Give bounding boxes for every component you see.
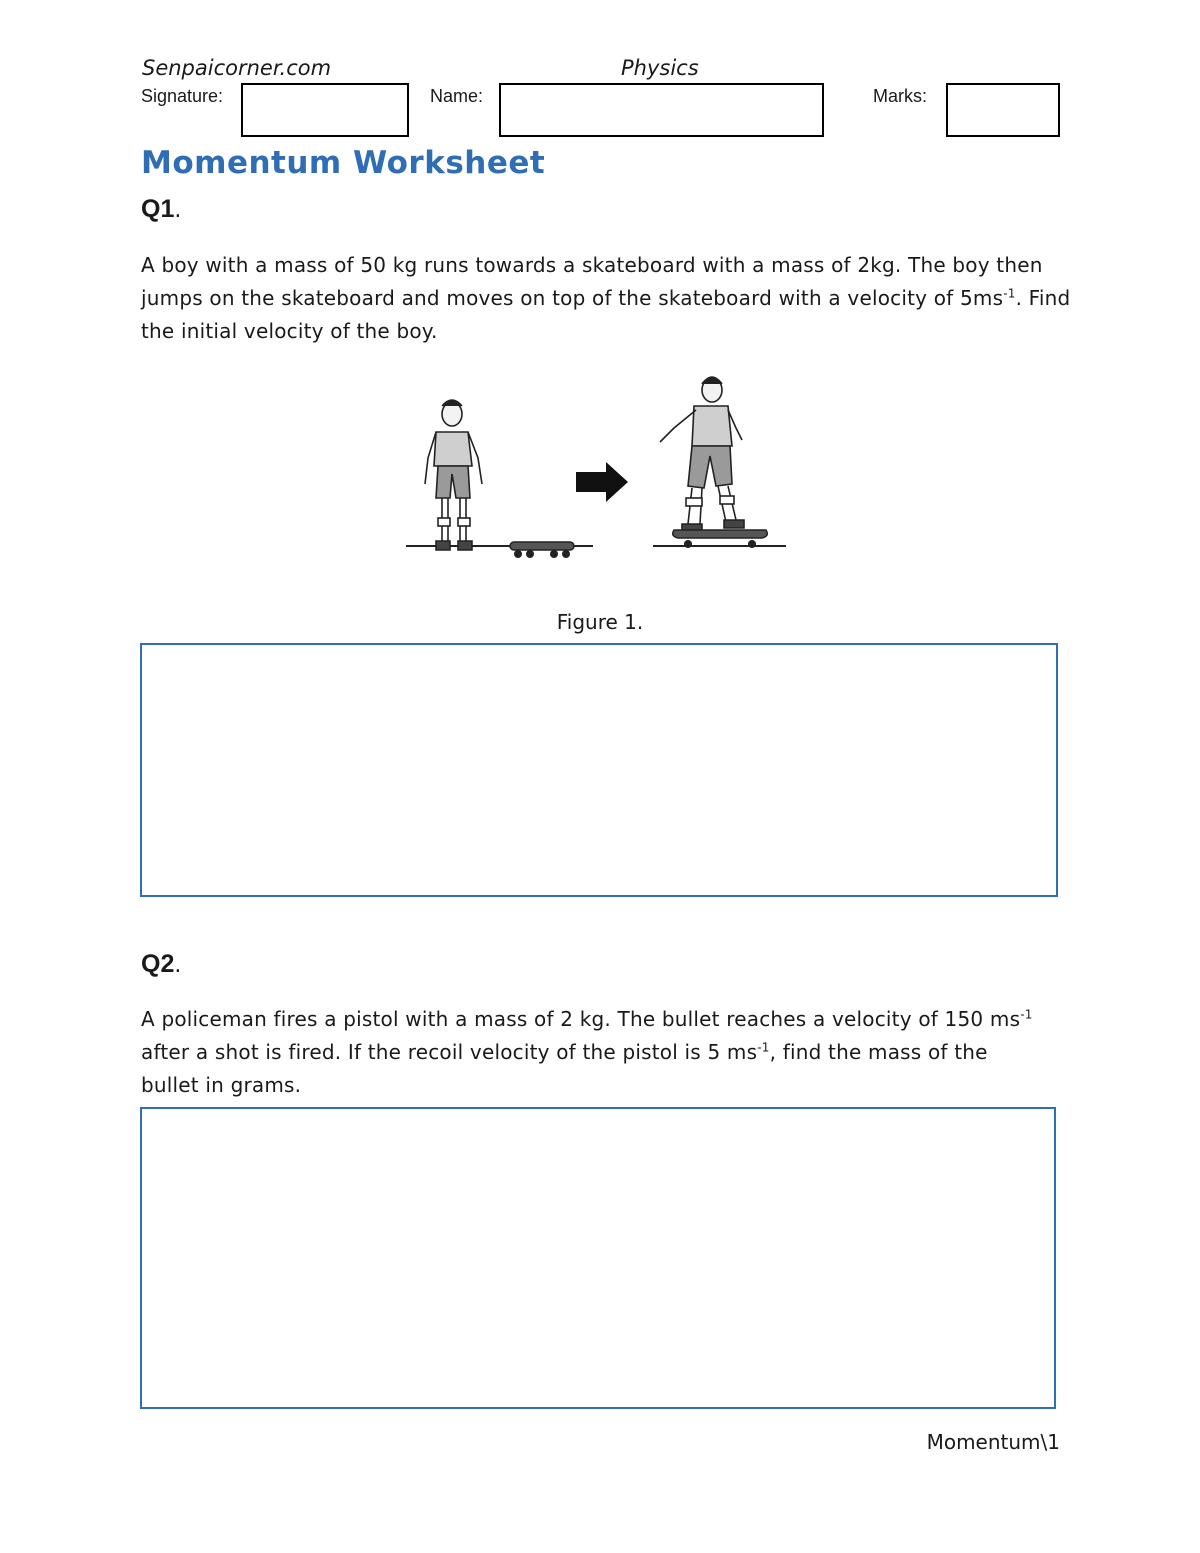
page-footer: Momentum\1	[926, 1430, 1060, 1454]
superscript: -1	[757, 1040, 770, 1055]
skateboard-left	[510, 542, 574, 558]
figure-caption: Figure 1.	[556, 610, 644, 634]
name-label: Name:	[430, 86, 484, 106]
question-2-line-2: after a shot is fired. If the recoil velocity of the pistol is 5 $ms^{-1}$, find the mass of the	[141, 1040, 988, 1064]
figure-boy-skateboard	[398, 366, 798, 576]
question-1-label: Q1	[141, 195, 175, 223]
question-1-text	[141, 249, 1081, 348]
question-2-heading	[141, 950, 181, 979]
superscript: -1	[1003, 286, 1016, 301]
superscript: -1	[1020, 1007, 1033, 1022]
question-1-heading	[141, 195, 181, 224]
worksheet-title: Momentum Worksheet	[141, 145, 546, 181]
arrow-right-icon	[576, 462, 628, 502]
marks-field[interactable]	[946, 83, 1060, 137]
marks-label: Marks:	[873, 86, 927, 106]
question-2-answer-box[interactable]	[140, 1107, 1056, 1409]
name-field[interactable]	[499, 83, 824, 137]
boy-on-skateboard	[660, 377, 744, 530]
question-2-label: Q2	[141, 950, 175, 978]
question-2-dot: .	[174, 953, 182, 978]
subject-label: Physics	[621, 56, 699, 80]
question-1-answer-box[interactable]	[140, 643, 1058, 897]
question-1-dot: .	[174, 198, 182, 223]
question-2-line-1: A policeman fires a pistol with a mass of 2 kg. The bullet reaches a velocity of 150 $ms^{-1}$	[141, 1007, 1033, 1031]
question-1-line-3: the initial velocity of the boy.	[141, 319, 438, 343]
question-2-line-3: bullet in grams.	[141, 1073, 302, 1097]
question-1-line-2: jumps on the skateboard and moves on top of the skateboard with a velocity of $5ms^{-1}$. Find	[141, 286, 1071, 310]
signature-field[interactable]	[241, 83, 409, 137]
signature-label: Signature:	[141, 86, 224, 106]
site-name: Senpaicorner.com	[142, 56, 332, 80]
question-1-line-1: A boy with a mass of 50 kg runs towards a skateboard with a mass of 2kg. The boy then	[141, 253, 1043, 277]
boy-standing	[425, 400, 482, 550]
question-2-text	[141, 1003, 1081, 1102]
